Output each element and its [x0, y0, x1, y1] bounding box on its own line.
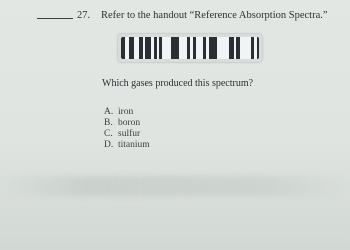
spectral-line [217, 37, 229, 59]
spectral-line [254, 37, 257, 59]
spectral-line [151, 37, 154, 59]
choice-letter: B. [104, 118, 113, 128]
spectral-line [134, 37, 139, 59]
spectral-line [206, 37, 209, 59]
spectral-line [143, 37, 145, 59]
choice-letter: C. [104, 129, 113, 139]
spectral-line [196, 37, 203, 59]
absorption-spectrum [118, 34, 262, 62]
question-prompt: Which gases produced this spectrum? [102, 78, 254, 89]
spectral-line [157, 37, 159, 59]
choice-b [104, 118, 140, 128]
question-text: Refer to the handout “Reference Absorption Spectra.” [101, 10, 328, 21]
choice-c [104, 129, 140, 139]
choice-text: titanium [118, 140, 150, 150]
answer-blank [37, 18, 73, 19]
choice-letter: D. [104, 140, 114, 150]
spectral-line [240, 37, 251, 59]
spectral-line [234, 37, 236, 59]
spectrum-band [121, 37, 259, 59]
choice-letter: A. [104, 107, 114, 117]
choice-text: iron [118, 107, 134, 117]
spectral-line [125, 37, 129, 59]
choice-d [104, 140, 150, 150]
choice-text: boron [118, 118, 141, 128]
question-number: 27. [77, 10, 91, 21]
spectral-line [190, 37, 193, 59]
spectral-line [179, 37, 187, 59]
bleed-through-text [0, 176, 350, 196]
choice-text: sulfur [118, 129, 141, 139]
choice-a [104, 107, 133, 117]
spectral-line [162, 37, 171, 59]
